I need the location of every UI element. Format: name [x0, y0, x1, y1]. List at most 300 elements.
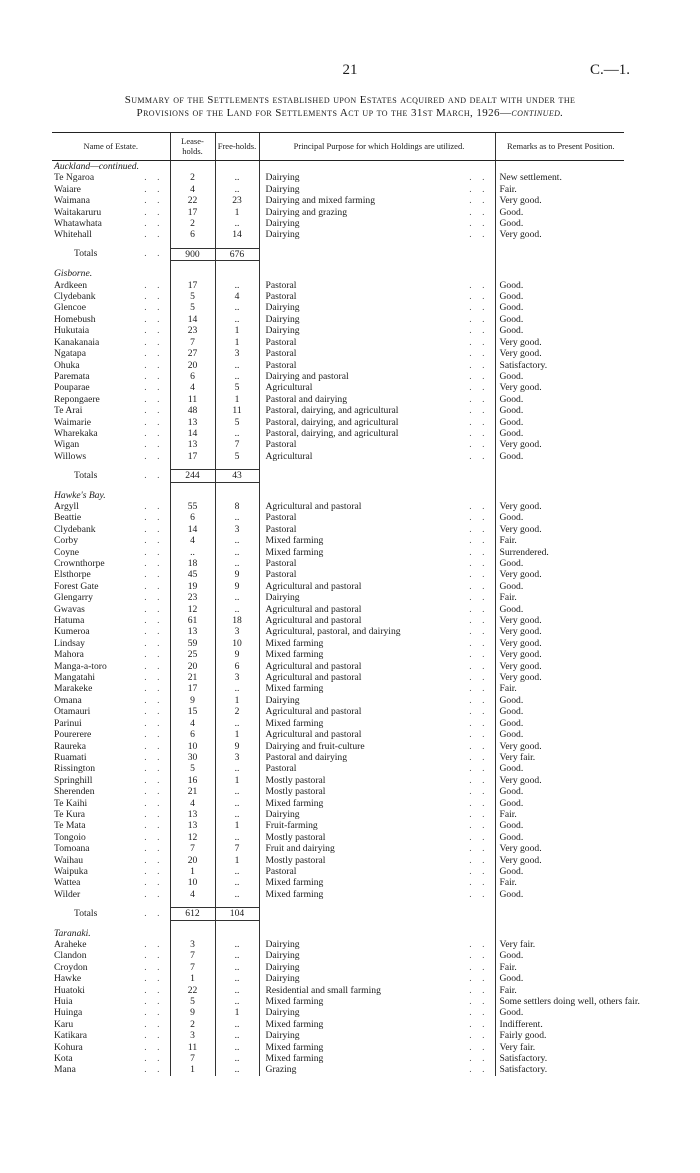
leader-dots: . . — [469, 706, 489, 718]
freeholds-cell: 9 — [215, 741, 259, 752]
purpose-cell — [259, 855, 495, 866]
estate-name: Glencoe — [54, 302, 86, 314]
purpose-text: Fruit and dairying — [265, 843, 335, 855]
purpose-text: Pastoral and dairying — [265, 751, 348, 763]
estate-name: Lindsay — [54, 637, 85, 649]
leader-dots: . . — [469, 229, 489, 241]
remarks-cell: Satisfactory. — [495, 360, 624, 371]
leaseholds-cell: 25 — [170, 649, 215, 660]
leader-dots: . . — [469, 649, 489, 661]
header-estate-name: Name of Estate. — [52, 133, 170, 161]
freeholds-cell: .. — [215, 866, 259, 877]
purpose-cell — [259, 832, 495, 843]
leaseholds-cell: 9 — [170, 1007, 215, 1018]
table-row — [52, 302, 624, 313]
header-freeholds: Free-holds. — [215, 133, 259, 161]
purpose-text: Dairying — [265, 808, 300, 820]
table-row — [52, 348, 624, 359]
purpose-cell — [259, 451, 495, 462]
purpose-cell — [259, 229, 495, 240]
table-row — [52, 973, 624, 984]
freeholds-cell: .. — [215, 314, 259, 325]
leader-dots: . . — [469, 1007, 489, 1019]
purpose-text: Dairying — [265, 961, 300, 973]
purpose-cell — [259, 1019, 495, 1030]
table-row — [52, 314, 624, 325]
leaseholds-cell: 4 — [170, 718, 215, 729]
table-row — [52, 786, 624, 797]
remarks-cell: Good. — [495, 325, 624, 336]
purpose-cell — [259, 939, 495, 950]
purpose-text: Dairying — [265, 313, 300, 325]
remarks-cell: Fair. — [495, 809, 624, 820]
leader-dots: . . — [469, 313, 489, 325]
totals-label: Totals — [74, 469, 98, 481]
remarks-cell: Good. — [495, 451, 624, 462]
leader-dots: . . — [469, 336, 489, 348]
estate-name-cell — [52, 718, 170, 729]
freeholds-cell: .. — [215, 996, 259, 1007]
purpose-cell — [259, 962, 495, 973]
remarks-cell: Fair. — [495, 683, 624, 694]
remarks-cell: Good. — [495, 973, 624, 984]
estate-name-cell — [52, 184, 170, 195]
purpose-cell — [259, 348, 495, 359]
freeholds-cell: .. — [215, 973, 259, 984]
purpose-cell — [259, 672, 495, 683]
title-continued: continued. — [511, 107, 564, 119]
leader-dots: . . — [469, 774, 489, 786]
estate-name: Ngatapa — [54, 348, 86, 360]
leaseholds-cell: 18 — [170, 558, 215, 569]
section-heading-row — [52, 161, 624, 173]
remarks-cell: Good. — [495, 428, 624, 439]
table-row — [52, 337, 624, 348]
estate-name: Clydebank — [54, 523, 96, 535]
purpose-cell — [259, 1030, 495, 1041]
freeholds-cell: .. — [215, 558, 259, 569]
estate-name: Corby — [54, 535, 78, 547]
leader-dots: . . — [469, 195, 489, 207]
estate-name-cell — [52, 615, 170, 626]
leader-dots: . . — [144, 877, 164, 889]
freeholds-cell: 4 — [215, 291, 259, 302]
estate-name: Waihau — [54, 854, 84, 866]
totals-row — [52, 470, 624, 482]
table-row — [52, 718, 624, 729]
estate-name-cell — [52, 581, 170, 592]
leader-dots: . . — [469, 888, 489, 900]
remarks-cell: Satisfactory. — [495, 1064, 624, 1075]
purpose-text: Dairying and pastoral — [265, 370, 349, 382]
table-row — [52, 547, 624, 558]
freeholds-cell: 11 — [215, 405, 259, 416]
leaseholds-cell: 2 — [170, 172, 215, 183]
leader-dots: . . — [144, 797, 164, 809]
freeholds-cell: 3 — [215, 524, 259, 535]
leader-dots: . . — [144, 427, 164, 439]
leader-dots: . . — [469, 439, 489, 451]
leaseholds-cell: 17 — [170, 451, 215, 462]
remarks-cell: Good. — [495, 820, 624, 831]
estate-name-cell — [52, 218, 170, 229]
table-row — [52, 394, 624, 405]
remarks-cell: Very fair. — [495, 752, 624, 763]
leaseholds-cell: 16 — [170, 775, 215, 786]
leaseholds-cell: 3 — [170, 1030, 215, 1041]
purpose-cell — [259, 950, 495, 961]
leaseholds-cell: 17 — [170, 683, 215, 694]
purpose-cell — [259, 741, 495, 752]
leader-dots: . . — [469, 694, 489, 706]
table-row — [52, 451, 624, 462]
freeholds-cell: 1 — [215, 855, 259, 866]
purpose-text: Dairying and mixed farming — [265, 195, 375, 207]
leader-dots: . . — [144, 393, 164, 405]
leader-dots: . . — [144, 302, 164, 314]
leader-dots: . . — [469, 1064, 489, 1076]
leader-dots: . . — [144, 359, 164, 371]
estate-name-cell — [52, 405, 170, 416]
estate-name: Huinga — [54, 1007, 83, 1019]
remarks-cell: Good. — [495, 581, 624, 592]
estate-name: Waipuka — [54, 865, 88, 877]
purpose-text: Mixed farming — [265, 996, 324, 1008]
purpose-text: Pastoral — [265, 763, 297, 775]
leader-dots: . . — [469, 740, 489, 752]
purpose-text: Mixed farming — [265, 1053, 324, 1065]
leader-dots: . . — [469, 626, 489, 638]
leaseholds-cell: 45 — [170, 569, 215, 580]
leaseholds-cell: 9 — [170, 695, 215, 706]
remarks-cell: Fair. — [495, 985, 624, 996]
leader-dots: . . — [144, 729, 164, 741]
totals-label: Totals — [74, 248, 98, 260]
estate-name-cell — [52, 996, 170, 1007]
table-row — [52, 752, 624, 763]
remarks-cell: Good. — [495, 950, 624, 961]
leader-dots: . . — [144, 649, 164, 661]
purpose-cell — [259, 661, 495, 672]
leader-dots: . . — [144, 637, 164, 649]
table-row — [52, 501, 624, 512]
leader-dots: . . — [469, 984, 489, 996]
remarks-cell: Good. — [495, 280, 624, 291]
table-row — [52, 382, 624, 393]
estate-name-cell — [52, 1019, 170, 1030]
purpose-cell — [259, 535, 495, 546]
leaseholds-cell: 22 — [170, 985, 215, 996]
estate-name-cell — [52, 832, 170, 843]
leader-dots: . . — [144, 592, 164, 604]
leader-dots: . . — [469, 603, 489, 615]
purpose-cell — [259, 371, 495, 382]
leaseholds-cell: 14 — [170, 524, 215, 535]
table-row — [52, 428, 624, 439]
estate-name-cell — [52, 820, 170, 831]
leader-dots: . . — [144, 694, 164, 706]
estate-name: Kumeroa — [54, 626, 90, 638]
purpose-cell — [259, 1064, 495, 1075]
leader-dots: . . — [469, 831, 489, 843]
estate-name-cell — [52, 950, 170, 961]
estate-name-cell — [52, 524, 170, 535]
leader-dots: . . — [144, 336, 164, 348]
leader-dots: . . — [469, 865, 489, 877]
estate-name: Araheke — [54, 939, 87, 950]
purpose-text: Dairying — [265, 1007, 300, 1019]
leaseholds-cell: .. — [170, 547, 215, 558]
estate-name-cell — [52, 683, 170, 694]
leader-dots: . . — [144, 183, 164, 195]
freeholds-cell: .. — [215, 1030, 259, 1041]
purpose-text: Pastoral — [265, 359, 297, 371]
estate-name-cell — [52, 729, 170, 740]
leader-dots: . . — [469, 523, 489, 535]
remarks-cell: Good. — [495, 695, 624, 706]
table-row — [52, 866, 624, 877]
purpose-cell — [259, 302, 495, 313]
leader-dots: . . — [469, 1041, 489, 1053]
leaseholds-cell: 12 — [170, 832, 215, 843]
estate-name-cell — [52, 428, 170, 439]
purpose-text: Mixed farming — [265, 1041, 324, 1053]
title-line-2-text: Provisions of the Land for Settlements Act up to the 31st March, 1926— — [136, 107, 512, 119]
freeholds-cell: .. — [215, 302, 259, 313]
leaseholds-cell: 2 — [170, 1019, 215, 1030]
purpose-text: Dairying — [265, 183, 300, 195]
leaseholds-cell: 7 — [170, 843, 215, 854]
purpose-text: Pastoral, dairying, and agricultural — [265, 427, 399, 439]
leaseholds-cell: 5 — [170, 763, 215, 774]
leader-dots: . . — [144, 535, 164, 547]
freeholds-cell: .. — [215, 683, 259, 694]
estate-name-cell — [52, 291, 170, 302]
leader-dots: . . — [469, 660, 489, 672]
leaseholds-cell: 2 — [170, 218, 215, 229]
table-row — [52, 524, 624, 535]
remarks-cell: Very good. — [495, 382, 624, 393]
purpose-text: Pastoral — [265, 336, 297, 348]
freeholds-cell: 1 — [215, 207, 259, 218]
totals-label-cell — [52, 470, 170, 482]
table-row — [52, 820, 624, 831]
purpose-text: Pastoral — [265, 569, 297, 581]
estate-name: Elsthorpe — [54, 569, 91, 581]
freeholds-cell: .. — [215, 718, 259, 729]
leaseholds-cell: 20 — [170, 855, 215, 866]
estate-name: Wilder — [54, 888, 81, 900]
estate-name: Gwavas — [54, 603, 85, 615]
purpose-cell — [259, 996, 495, 1007]
purpose-cell — [259, 417, 495, 428]
leader-dots: . . — [144, 248, 164, 260]
leader-dots: . . — [144, 865, 164, 877]
remarks-cell: Very good. — [495, 524, 624, 535]
remarks-cell: Satisfactory. — [495, 1053, 624, 1064]
estate-name: Mangatahi — [54, 672, 96, 684]
remarks-cell: Good. — [495, 866, 624, 877]
remarks-cell: Good. — [495, 291, 624, 302]
remarks-cell: Good. — [495, 832, 624, 843]
leaseholds-cell: 6 — [170, 729, 215, 740]
estate-name-cell — [52, 302, 170, 313]
leader-dots: . . — [144, 888, 164, 900]
remarks-cell: Good. — [495, 786, 624, 797]
purpose-text: Mixed farming — [265, 877, 324, 889]
purpose-cell — [259, 798, 495, 809]
freeholds-cell: .. — [215, 1019, 259, 1030]
purpose-text: Mixed farming — [265, 683, 324, 695]
estate-name-cell — [52, 741, 170, 752]
leaseholds-cell: 13 — [170, 439, 215, 450]
table-row — [52, 985, 624, 996]
purpose-text: Mostly pastoral — [265, 854, 326, 866]
remarks-cell: Fair. — [495, 877, 624, 888]
table-row — [52, 1030, 624, 1041]
purpose-cell — [259, 786, 495, 797]
estate-name: Kohura — [54, 1041, 83, 1053]
purpose-text: Agricultural and pastoral — [265, 615, 362, 627]
remarks-cell: Very good. — [495, 337, 624, 348]
purpose-text: Dairying and fruit-culture — [265, 740, 365, 752]
estate-name-cell — [52, 866, 170, 877]
leader-dots: . . — [144, 950, 164, 962]
estate-name: Clandon — [54, 950, 87, 962]
purpose-text: Pastoral, dairying, and agricultural — [265, 416, 399, 428]
leader-dots: . . — [144, 500, 164, 512]
estate-name-cell — [52, 973, 170, 984]
purpose-text: Pastoral — [265, 348, 297, 360]
table-row — [52, 207, 624, 218]
leader-dots: . . — [469, 370, 489, 382]
totals-label-cell — [52, 908, 170, 920]
table-row — [52, 1053, 624, 1064]
leaseholds-cell: 23 — [170, 325, 215, 336]
purpose-cell — [259, 207, 495, 218]
leader-dots: . . — [144, 1030, 164, 1042]
leader-dots: . . — [469, 843, 489, 855]
remarks-cell: Very good. — [495, 855, 624, 866]
leader-dots: . . — [144, 546, 164, 558]
purpose-cell — [259, 501, 495, 512]
table-row — [52, 1042, 624, 1053]
table-row — [52, 184, 624, 195]
leader-dots: . . — [144, 382, 164, 394]
purpose-cell — [259, 638, 495, 649]
estate-name: Argyll — [54, 500, 79, 512]
leader-dots: . . — [144, 195, 164, 207]
estate-name: Huia — [54, 996, 73, 1008]
leader-dots: . . — [469, 786, 489, 798]
table-row — [52, 1019, 624, 1030]
freeholds-cell: .. — [215, 877, 259, 888]
leader-dots: . . — [469, 427, 489, 439]
section-heading: Taranaki. — [54, 927, 91, 939]
table-row — [52, 939, 624, 950]
leader-dots: . . — [469, 500, 489, 512]
leaseholds-cell: 13 — [170, 820, 215, 831]
freeholds-cell: .. — [215, 592, 259, 603]
leader-dots: . . — [469, 950, 489, 962]
leader-dots: . . — [144, 973, 164, 985]
leader-dots: . . — [144, 279, 164, 291]
estate-name: Pourerere — [54, 729, 92, 741]
leader-dots: . . — [469, 820, 489, 832]
purpose-text: Pastoral — [265, 865, 297, 877]
leaseholds-cell: 20 — [170, 661, 215, 672]
table-row — [52, 229, 624, 240]
purpose-cell — [259, 866, 495, 877]
leaseholds-cell: 12 — [170, 604, 215, 615]
table-row — [52, 741, 624, 752]
document-code: C.—1. — [589, 62, 630, 78]
remarks-cell: Very fair. — [495, 939, 624, 950]
estate-name: Waimarie — [54, 416, 92, 428]
purpose-text: Agricultural and pastoral — [265, 660, 362, 672]
leaseholds-cell: 11 — [170, 1042, 215, 1053]
estate-name-cell — [52, 843, 170, 854]
freeholds-cell: 9 — [215, 649, 259, 660]
remarks-cell: Good. — [495, 889, 624, 900]
estate-name-cell — [52, 604, 170, 615]
table-row — [52, 763, 624, 774]
estate-name-cell — [52, 1007, 170, 1018]
leaseholds-cell: 3 — [170, 939, 215, 950]
leader-dots: . . — [144, 843, 164, 855]
table-row — [52, 172, 624, 183]
purpose-cell — [259, 512, 495, 523]
table-row — [52, 626, 624, 637]
leader-dots: . . — [144, 1007, 164, 1019]
leader-dots: . . — [144, 218, 164, 230]
leaseholds-cell: 4 — [170, 184, 215, 195]
totals-label: Totals — [74, 907, 98, 919]
purpose-cell — [259, 382, 495, 393]
leader-dots: . . — [469, 615, 489, 627]
estate-name: Te Ngaroa — [54, 172, 95, 184]
leader-dots: . . — [469, 961, 489, 973]
leader-dots: . . — [469, 405, 489, 417]
remarks-cell: Very good. — [495, 741, 624, 752]
leaseholds-cell: 5 — [170, 302, 215, 313]
leader-dots: . . — [144, 907, 164, 919]
estate-name-cell — [52, 172, 170, 183]
table-row — [52, 996, 624, 1007]
leader-dots: . . — [469, 763, 489, 775]
freeholds-cell: 23 — [215, 195, 259, 206]
remarks-cell: Very good. — [495, 615, 624, 626]
estate-name: Ohuka — [54, 359, 80, 371]
estate-name-cell — [52, 786, 170, 797]
estate-name-cell — [52, 763, 170, 774]
leader-dots: . . — [144, 774, 164, 786]
estate-name: Coyne — [54, 546, 80, 558]
estate-name: Mahora — [54, 649, 84, 661]
leader-dots: . . — [144, 820, 164, 832]
leaseholds-cell: 22 — [170, 195, 215, 206]
leader-dots: . . — [469, 450, 489, 462]
leader-dots: . . — [469, 206, 489, 218]
remarks-cell: Good. — [495, 718, 624, 729]
leaseholds-cell: 7 — [170, 337, 215, 348]
purpose-cell — [259, 439, 495, 450]
estate-name-cell — [52, 1030, 170, 1041]
leader-dots: . . — [469, 183, 489, 195]
estate-name: Hukutaia — [54, 325, 90, 337]
table-row — [52, 683, 624, 694]
purpose-text: Fruit-farming — [265, 820, 318, 832]
